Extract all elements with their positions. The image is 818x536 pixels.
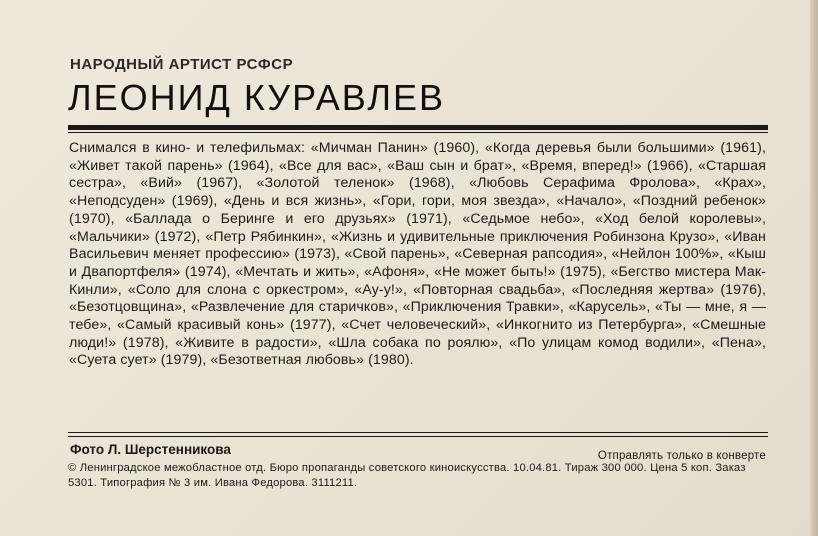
envelope-note: Отправлять только в конверте	[597, 450, 766, 462]
filmography-text: Снимался в кино- и телефильмах: «Мичман Панин» (1960), «Когда деревья были большими» (1961), «Живет такой парень» (1964), «Все для вас», «Ваш сын и брат», «Время, вперед!» (1966), «Старшая сестра», «Вий» (1967), «Золотой теленок» (1968), «Любовь Серафима Фролова», «Крах», «Неподсуден» (1969), «День и вся жизнь», «Гори, гори, моя звезда», «Начало», «Поздний ребенок» (1970), «Баллада о Беринге и его друзьях» (1971), «Седьмое небо», «Ход белой королевы», «Мальчики» (1972), «Петр Рябинкин», «Жизнь и удивительные приключения Робинзона Крузо», «Иван Васильевич меняет профессию» (1973), «Свой парень», «Северная рапсодия», «Нейлон 100%», «Кыш и Двапортфеля» (1974), «Мечтать и жить», «Афоня», «Не может быть!» (1975), «Бегство мистера Мак-Кинли», «Соло для слона с оркестром», «Ау-у!», «Повторная свадьба», «Последняя жертва» (1976), «Безотцовщина», «Развлечение для старичков», «Приключения Травки», «Карусель», «Ты — мне, я — тебе», «Самый красивый конь» (1977), «Счет человеческий», «Инкогнито из Петербурга», «Смешные люди!» (1978), «Живите в радости», «Шла собака по роялю», «По улицам комод водили», «Пена», «Суета сует» (1979), «Безответная любовь» (1980).	[69, 140, 766, 369]
photo-credit: Фото Л. Шерстенникова	[70, 442, 231, 457]
divider-bottom-second	[68, 436, 768, 437]
divider-thick	[68, 125, 768, 130]
publisher-imprint: © Ленинградское межобластное отд. Бюро пропаганды советского киноискусства. 10.04.81. Тираж 300 000. Цена 5 коп. Заказ 5301. Типография № 3 им. Ивана Федорова. 3111211.	[68, 462, 746, 489]
divider-bottom	[68, 432, 768, 433]
divider-thin	[68, 132, 768, 133]
honorary-title: НАРОДНЫЙ АРТИСТ РСФСР	[70, 56, 294, 73]
actor-name: ЛЕОНИД КУРАВЛЕВ	[68, 77, 446, 118]
card-edge	[810, 0, 818, 536]
